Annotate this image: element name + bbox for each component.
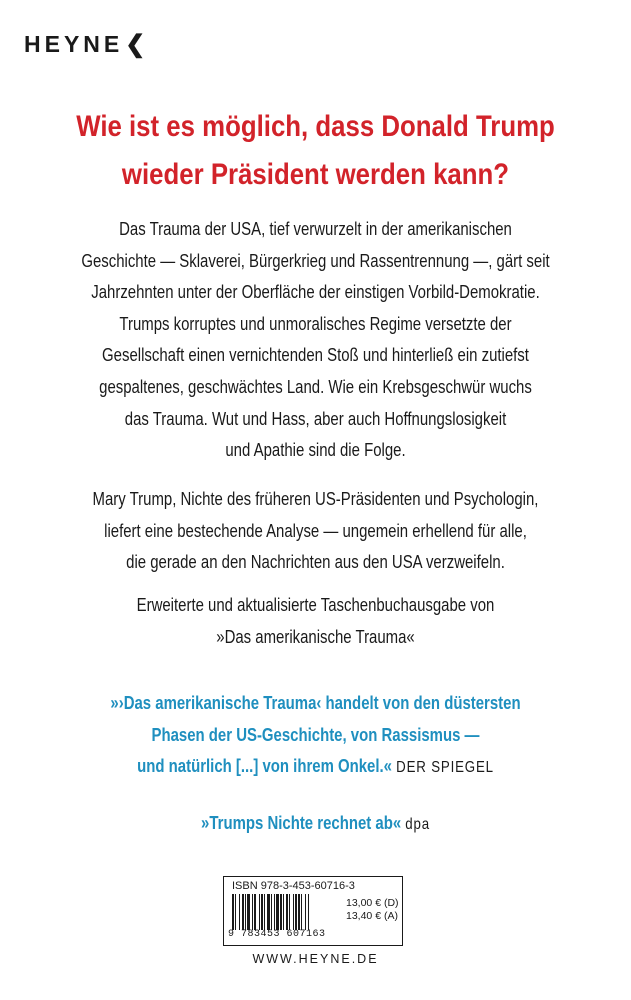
blurb-line: Geschichte — Sklaverei, Bürgerkrieg und Rassentrennung —, gärt seit	[81, 250, 550, 271]
edition-line: »Das amerikanische Trauma«	[216, 626, 415, 647]
blurb-line: die gerade an den Nachrichten aus den USA verzweifeln.	[126, 552, 505, 573]
blurb-line: Trumps korruptes und unmoralisches Regime versetzte der	[119, 313, 512, 334]
website-url: WWW.HEYNE.DE	[252, 952, 379, 966]
chevron-left-icon: ❮	[125, 31, 146, 58]
publisher-logo	[24, 30, 145, 59]
logo-text: HEYNE	[24, 31, 124, 57]
edition-line: Erweiterte und aktualisierte Taschenbuchausgabe von	[136, 595, 495, 615]
headline-line: Wie ist es möglich, dass Donald Trump	[76, 110, 555, 143]
press-quote-spiegel	[0, 688, 631, 784]
quote-line-with-source	[54, 808, 578, 841]
quote-source: dpa	[405, 816, 430, 833]
quote-text: und natürlich [...] von ihrem Onkel.«	[137, 756, 392, 777]
quote-line: »›Das amerikanische Trauma‹ handelt von den düstersten	[110, 693, 521, 713]
blurb-line: Mary Trump, Nichte des früheren US-Präsidenten und Psychologin,	[92, 489, 539, 509]
blurb-line: und Apathie sind die Folge.	[225, 440, 406, 461]
barcode-icon	[232, 894, 340, 930]
blurb-line: Das Trauma der USA, tief verwurzelt in der amerikanischen	[119, 219, 512, 239]
press-quote-dpa	[0, 808, 631, 841]
barcode-digits: 9 783453 607163	[228, 929, 326, 940]
isbn-label: ISBN 978-3-453-60716-3	[232, 880, 355, 892]
headline-line: wieder Präsident werden kann?	[121, 158, 510, 191]
headline	[44, 103, 587, 199]
blurb-paragraph-1	[0, 214, 631, 467]
blurb-line: das Trauma. Wut und Hass, aber auch Hoffnungslosigkeit	[124, 408, 507, 429]
blurb-paragraph-2	[0, 484, 631, 579]
blurb-line: liefert eine bestechende Analyse — ungemein erhellend für alle,	[104, 520, 527, 541]
quote-line-with-source	[54, 751, 578, 784]
price-germany: 13,00 € (D)	[346, 897, 399, 909]
price-austria: 13,40 € (A)	[346, 910, 398, 922]
edition-note	[0, 590, 631, 653]
quote-text: »Trumps Nichte rechnet ab«	[201, 813, 402, 833]
blurb-line: Jahrzehnten unter der Oberfläche der einstigen Vorbild-Demokratie.	[91, 282, 540, 303]
blurb-line: gespaltenes, geschwächtes Land. Wie ein Krebsgeschwür wuchs	[99, 376, 532, 397]
blurb-line: Gesellschaft einen vernichtenden Stoß und hinterließ ein zutiefst	[102, 345, 529, 366]
barcode-box	[223, 876, 403, 946]
quote-source: DER SPIEGEL	[396, 759, 494, 777]
quote-line: Phasen der US-Geschichte, von Rassismus —	[151, 724, 480, 745]
